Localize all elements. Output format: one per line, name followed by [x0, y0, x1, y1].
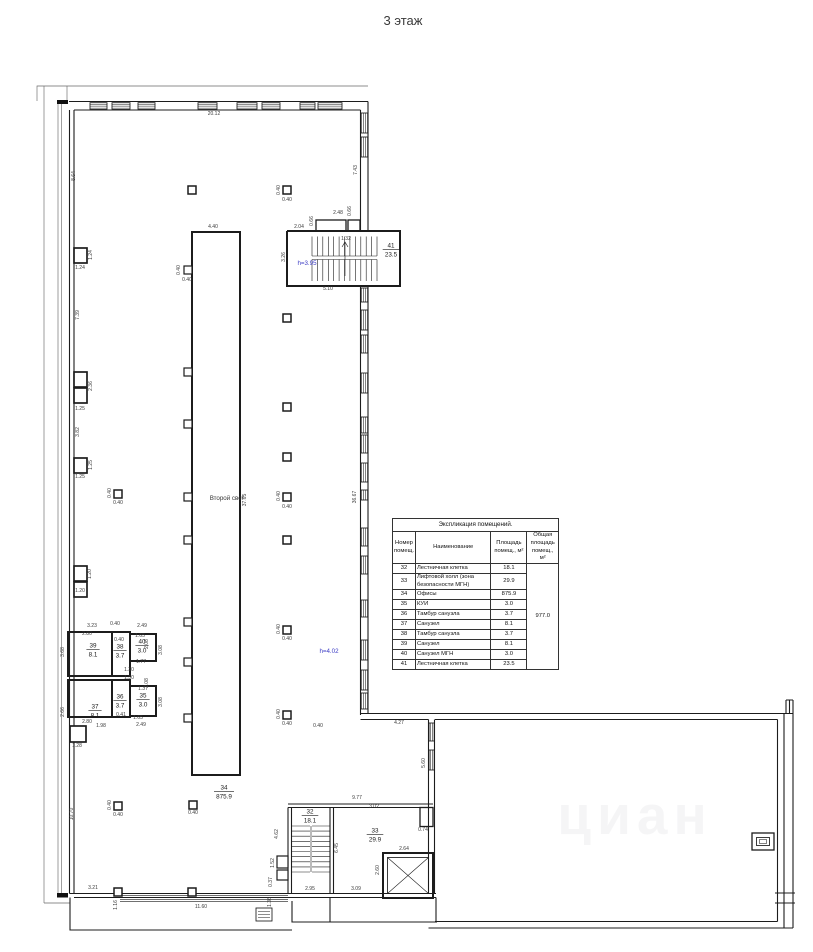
room-number: 41	[387, 242, 395, 250]
dimension-label: 3.82	[75, 427, 81, 437]
dimension-label: 0.66	[347, 206, 353, 216]
window-icon	[361, 310, 368, 330]
page-title: 3 этаж	[383, 13, 423, 28]
column	[184, 368, 192, 376]
cell-room-number: 39	[393, 640, 416, 650]
explication-rows	[393, 564, 559, 670]
elevator-shaft	[383, 853, 433, 898]
dimension-label: 1.52	[270, 858, 276, 868]
explication-table	[392, 518, 559, 670]
window-icon	[429, 750, 434, 770]
dimension-label: 3.26	[281, 252, 287, 262]
total-area-cell: 977.0	[527, 564, 559, 670]
window-glazing	[363, 113, 365, 133]
niche-box-2	[277, 870, 288, 880]
room-number: 33	[371, 827, 379, 835]
dimension-label: 3.23	[87, 623, 97, 629]
cell-room-name: КУИ	[415, 600, 490, 610]
dimension-label: 0.40	[107, 488, 113, 498]
cell-room-number: 38	[393, 630, 416, 640]
dimension-label: 3.09	[351, 886, 361, 892]
column	[114, 888, 122, 896]
room-area: 3.0	[137, 647, 147, 655]
dimension-label: 8.64	[71, 171, 77, 181]
cell-room-area: 3.7	[491, 610, 527, 620]
col-header-name: Наименование	[415, 532, 490, 564]
wall-pilaster	[74, 566, 87, 581]
dimension-label: 4.27	[394, 720, 404, 726]
cell-room-name: Лифтовой холл (зона безопасности МГН)	[415, 574, 490, 590]
dimension-label: 1.24	[88, 250, 94, 260]
dimension-label: 2.49	[137, 623, 147, 629]
col-header-area: Площадь помещ., м²	[491, 532, 527, 564]
dimension-label: 3.08	[158, 645, 164, 655]
column	[184, 618, 192, 626]
cell-room-number: 37	[393, 620, 416, 630]
column	[184, 714, 192, 722]
cell-room-name: Санузел	[415, 620, 490, 630]
room-area: 23.5	[384, 251, 398, 259]
dimension-label: 1.65	[133, 715, 143, 721]
dimension-label: 2.48	[333, 210, 343, 216]
cell-room-area: 3.0	[491, 600, 527, 610]
cell-room-name: Тамбур санузла	[415, 610, 490, 620]
dimension-label: 1.65	[135, 633, 145, 639]
niche-box-1	[277, 856, 288, 868]
dimension-label: 10.70	[69, 807, 75, 821]
wall-pilaster	[74, 458, 87, 473]
window-icon	[361, 670, 368, 690]
window-glazing	[237, 105, 257, 107]
window-icon	[90, 103, 107, 109]
cell-room-name: Лестничная клетка	[415, 564, 490, 574]
duct-box-1	[316, 220, 346, 231]
window-icon	[361, 435, 368, 453]
section-mark-bottom	[57, 893, 68, 898]
dimension-label: 0.40	[182, 277, 192, 283]
dimension-label: 5.60	[421, 758, 427, 768]
dimension-label: 2.49	[136, 722, 146, 728]
window-icon	[361, 600, 368, 617]
dimension-label: 2.08	[144, 678, 150, 688]
dimension-label: 1.30	[124, 667, 134, 673]
cell-room-number: 36	[393, 610, 416, 620]
window-glazing	[363, 600, 365, 617]
dimension-label: 0.40	[188, 810, 198, 816]
column	[283, 536, 291, 544]
cell-room-number: 41	[393, 660, 416, 670]
window-icon	[361, 693, 368, 709]
window-glazing	[363, 556, 365, 574]
dimension-label: 1.32	[341, 236, 351, 242]
column	[184, 658, 192, 666]
window-glazing	[363, 417, 365, 433]
dimension-label: 0.74	[418, 827, 428, 833]
window-glazing	[363, 640, 365, 660]
dimension-label: 1.28	[72, 743, 82, 749]
column	[188, 186, 196, 194]
room-number-labels	[86, 243, 399, 844]
window-glazing	[363, 335, 365, 353]
column	[283, 186, 291, 194]
window-icon	[361, 528, 368, 546]
column	[283, 493, 291, 501]
window-glazing	[363, 463, 365, 482]
dimension-label: 0.40	[107, 800, 113, 810]
window-glazing	[363, 670, 365, 690]
window-glazing	[363, 288, 365, 302]
window-glazing	[198, 105, 217, 107]
room-number: 40	[138, 638, 146, 646]
room-area: 29.9	[368, 836, 382, 844]
dimension-label: 1.24	[75, 265, 85, 271]
cell-room-area: 23.5	[491, 660, 527, 670]
cell-room-area: 875.9	[491, 590, 527, 600]
dimension-label: 0.40	[113, 812, 123, 818]
window-icon	[361, 556, 368, 574]
room-area: 3.7	[115, 702, 125, 710]
section-mark-top	[57, 100, 68, 104]
column	[184, 420, 192, 428]
dimension-label: 2.66	[60, 707, 66, 717]
room-number: 32	[306, 808, 314, 816]
dimension-label: 4.40	[208, 224, 218, 230]
dimension-label: 0.40	[313, 723, 323, 729]
room-37-walls	[68, 680, 112, 717]
wall-pilaster	[74, 388, 87, 403]
col-header-room-number: Номер помещ.	[393, 532, 416, 564]
cell-room-area: 29.9	[491, 574, 527, 590]
dimension-label: 1.20	[87, 569, 93, 579]
dimension-label: 0.40	[276, 185, 282, 195]
window-glazing	[363, 373, 365, 393]
dimension-label: 2.80	[82, 719, 92, 725]
dimension-label: 5.10	[323, 286, 333, 292]
stair-treads	[292, 237, 377, 873]
window-glazing	[363, 490, 365, 500]
window-glazing	[318, 105, 342, 107]
dimension-label: 0.40	[282, 721, 292, 727]
height-annotation: h=3.95	[297, 260, 317, 267]
cell-room-name: Лестничная клетка	[415, 660, 490, 670]
window-icon	[112, 103, 130, 109]
height-annotation: h=4.02	[319, 648, 339, 655]
dimension-label: 3.08	[158, 697, 164, 707]
column	[283, 314, 291, 322]
dimension-label: 0.40	[282, 636, 292, 642]
room-number: 37	[91, 703, 99, 711]
cell-room-area: 3.7	[491, 630, 527, 640]
column	[283, 711, 291, 719]
shaft-room	[420, 808, 433, 827]
room-area: 8.1	[88, 651, 98, 659]
window-glazing	[363, 137, 365, 157]
window-icon	[361, 335, 368, 353]
watermark-cian	[505, 783, 765, 847]
room-area: 18.1	[303, 817, 317, 825]
cell-room-number: 32	[393, 564, 416, 574]
room-number: 34	[220, 784, 228, 792]
dimension-label: 0.40	[276, 491, 282, 501]
dimension-label: 0.40	[282, 197, 292, 203]
column	[114, 802, 122, 810]
cell-room-area: 3.0	[491, 650, 527, 660]
window-glazing	[363, 693, 365, 709]
cell-room-area: 18.1	[491, 564, 527, 574]
space-annotation: Второй свет	[209, 495, 245, 502]
window-icon	[361, 417, 368, 433]
col-header-total-area: Общая площадь помещ., м²	[527, 532, 559, 564]
column	[283, 403, 291, 411]
dimension-label: 0.40	[276, 709, 282, 719]
cell-room-name: Офисы	[415, 590, 490, 600]
room-number: 39	[89, 642, 97, 650]
column	[283, 453, 291, 461]
dimension-label: 1.20	[75, 588, 85, 594]
cell-room-number: 35	[393, 600, 416, 610]
window-icon	[361, 288, 368, 302]
stair-32-treads	[292, 826, 330, 872]
window-glazing	[431, 750, 433, 770]
cell-room-number: 34	[393, 590, 416, 600]
duct-box-2	[348, 220, 360, 231]
room-area: 875.9	[216, 793, 232, 801]
room-area: 3.0	[138, 701, 148, 709]
dimension-label: 0.41	[116, 712, 126, 718]
dimension-label: 0.40	[113, 500, 123, 506]
wall-pilaster	[74, 248, 87, 263]
room-number: 36	[116, 693, 124, 701]
room-area: 8.1	[90, 712, 100, 720]
cell-room-name: Санузел	[415, 640, 490, 650]
dimension-label: 2.95	[305, 886, 315, 892]
pilaster-bottom-left	[70, 726, 86, 742]
dimension-label: 0.40	[110, 621, 120, 627]
window-glazing	[363, 528, 365, 546]
table-row	[393, 564, 559, 574]
column	[184, 493, 192, 501]
cell-room-area: 8.1	[491, 620, 527, 630]
window-icon	[237, 103, 257, 109]
dimension-label: 1.77	[136, 659, 146, 665]
room-number: 35	[139, 692, 147, 700]
wall-pilaster	[74, 372, 87, 387]
window-icon	[361, 373, 368, 393]
dimension-label: 2.60	[375, 865, 381, 875]
window-glazing	[138, 105, 155, 107]
dimension-label: 2.08	[144, 639, 150, 649]
window-icon	[361, 113, 368, 133]
cell-room-name: Тамбур санузла	[415, 630, 490, 640]
dimension-label: 1.30	[124, 675, 134, 681]
boundary-lines	[37, 86, 368, 903]
dimension-label: 0.40	[282, 504, 292, 510]
window-icon	[361, 640, 368, 660]
window-icon	[318, 103, 342, 109]
column	[184, 536, 192, 544]
window-icon	[198, 103, 217, 109]
dimension-label: 3.02	[369, 804, 379, 810]
column	[188, 888, 196, 896]
dimension-label: 1.25	[75, 406, 85, 412]
dimension-label: 3.68	[60, 647, 66, 657]
structural-columns	[74, 186, 291, 896]
window-icon	[138, 103, 155, 109]
window-icon	[262, 103, 280, 109]
room-number: 38	[116, 643, 124, 651]
windows	[90, 103, 434, 770]
cell-room-number: 40	[393, 650, 416, 660]
dimension-label: 37.65	[242, 493, 248, 507]
dimension-label: 7.39	[75, 310, 81, 320]
window-icon	[361, 137, 368, 157]
window-glazing	[300, 105, 315, 107]
column	[184, 266, 192, 274]
window-band-bottom	[120, 242, 348, 918]
table-title: Экспликация помещений.	[393, 519, 559, 532]
dimension-label: 1.16	[113, 900, 119, 910]
dimension-label: 1.36	[267, 897, 273, 907]
window-glazing	[363, 310, 365, 330]
window-glazing	[262, 105, 280, 107]
dimension-label: 1.25	[88, 460, 94, 470]
window-icon	[361, 490, 368, 500]
light-well	[192, 232, 240, 775]
dimension-label: 1.25	[75, 474, 85, 480]
window-glazing	[431, 723, 433, 741]
dimension-label: 0.66	[309, 216, 315, 226]
dimension-label: 1.37	[138, 686, 148, 692]
dimension-label: 0.40	[176, 265, 182, 275]
dimension-label: 20.12	[207, 111, 221, 117]
column	[189, 801, 197, 809]
dimension-label: 2.36	[88, 381, 94, 391]
room-area: 3.7	[115, 652, 125, 660]
dimension-label: 2.64	[399, 846, 409, 852]
dimension-label: 1.98	[96, 723, 106, 729]
window-icon	[429, 723, 434, 741]
column	[283, 626, 291, 634]
window-glazing	[363, 435, 365, 453]
window-glazing	[90, 105, 107, 107]
dimension-label: 6.45	[334, 843, 340, 853]
dimension-label: 0.37	[268, 877, 274, 887]
dimension-label: 2.04	[294, 224, 304, 230]
dimension-label: 11.60	[194, 904, 208, 910]
window-glazing	[112, 105, 130, 107]
dimension-label: 4.62	[274, 829, 280, 839]
cell-room-area: 8.1	[491, 640, 527, 650]
window-icon	[300, 103, 315, 109]
dimension-label: 0.40	[276, 624, 282, 634]
window-icon	[361, 463, 368, 482]
cell-room-name: Санузел МГН	[415, 650, 490, 660]
dimension-label: 9.77	[352, 795, 362, 801]
dimension-label: 36.67	[352, 490, 358, 504]
dimension-label: 2.80	[82, 631, 92, 637]
dimension-label: 0.40	[114, 637, 124, 643]
stair-41-treads	[312, 237, 377, 282]
dimension-label: 7.43	[353, 165, 359, 175]
cell-room-number: 33	[393, 574, 416, 590]
dimension-label: 3.21	[88, 885, 98, 891]
text-annotations	[210, 260, 339, 655]
column	[114, 490, 122, 498]
